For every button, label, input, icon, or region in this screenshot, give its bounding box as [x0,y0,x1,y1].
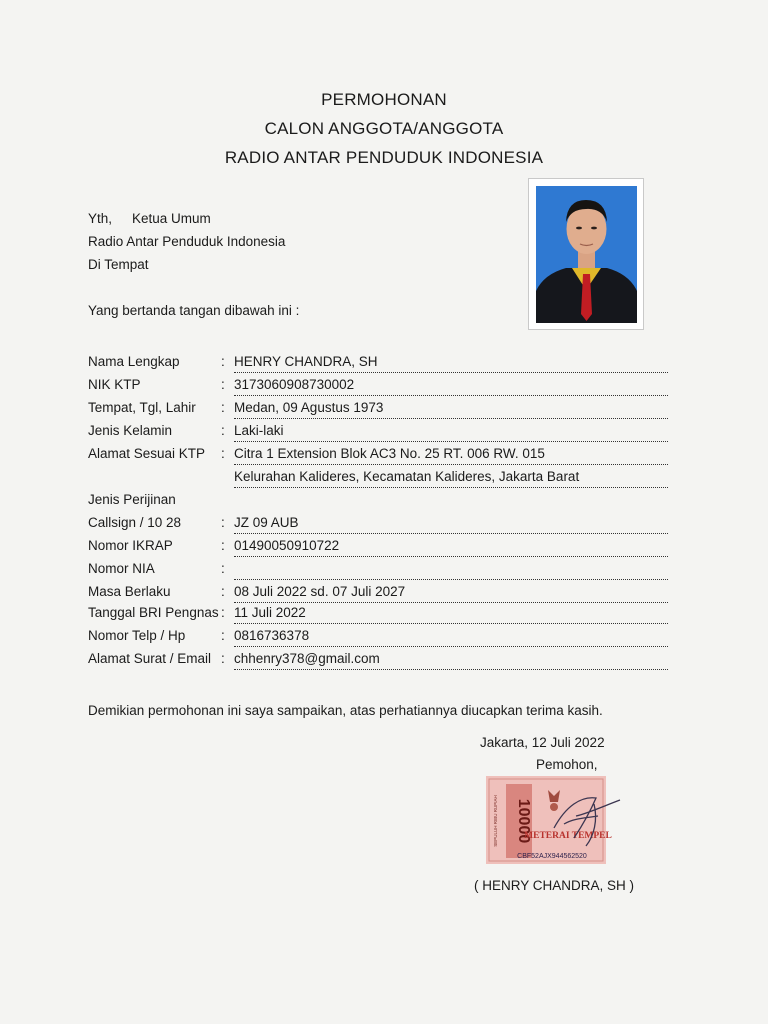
salutation: Yth, [88,211,113,226]
colon: : [221,377,225,392]
field-label: Tempat, Tgl, Lahir [88,400,196,415]
field-label: Alamat Sesuai KTP [88,446,206,461]
field-value: Citra 1 Extension Blok AC3 No. 25 RT. 006 RW. 015 [234,446,668,465]
field-value: JZ 09 AUB [234,515,668,534]
colon: : [221,400,225,415]
field-value: 11 Juli 2022 [234,605,668,624]
field-value: Medan, 09 Agustus 1973 [234,400,668,419]
recipient-place: Di Tempat [88,257,149,272]
field-value: 3173060908730002 [234,377,668,396]
field-label: Callsign / 10 28 [88,515,182,530]
field-label: Tanggal BRI Pengnas [88,605,219,620]
title-line-3: RADIO ANTAR PENDUDUK INDONESIA [224,148,544,167]
stamp-denomination: 10000 [515,798,532,844]
meterai-stamp [486,776,626,868]
recipient-org: Radio Antar Penduduk Indonesia [88,234,286,249]
field-label: Nomor NIA [88,561,155,576]
stamp-side-text: SEPULUH RIBU RUPIAH [493,795,498,847]
field-label: Nomor IKRAP [88,538,173,553]
field-value-continued: Kelurahan Kalideres, Kecamatan Kalideres, Jakarta Barat [234,469,668,488]
field-value: 01490050910722 [234,538,668,557]
colon: : [221,423,225,438]
field-label: Nama Lengkap [88,354,180,369]
field-value: 08 Juli 2022 sd. 07 Juli 2027 [234,584,668,603]
colon: : [221,561,225,576]
field-label: NIK KTP [88,377,141,392]
place-date: Jakarta, 12 Juli 2022 [480,735,605,750]
stamp-label: METERAI TEMPEL [524,831,612,841]
field-label: Nomor Telp / Hp [88,628,186,643]
recipient: Ketua Umum [132,211,211,226]
stamp-graphic [486,776,626,868]
field-value: 0816736378 [234,628,668,647]
signer-role: Pemohon, [536,757,598,772]
colon: : [221,354,225,369]
stamp-serial: CBF52AJX944562520 [517,853,587,860]
field-value: HENRY CHANDRA, SH [234,354,668,373]
field-value: Laki-laki [234,423,668,442]
colon: : [221,651,225,666]
title-line-2: CALON ANGGOTA/ANGGOTA [264,119,504,138]
field-value [234,561,668,580]
field-label: Alamat Surat / Email [88,651,212,666]
colon: : [221,515,225,530]
field-label: Jenis Perijinan [88,492,176,507]
colon: : [221,584,225,599]
applicant-photo [528,178,644,330]
closing-text: Demikian permohonan ini saya sampaikan, atas perhatiannya diucapkan terima kasih. [88,703,603,718]
colon: : [221,605,225,620]
field-value: chhenry378@gmail.com [234,651,668,670]
intro-text: Yang bertanda tangan dibawah ini : [88,303,300,318]
title-line-1: PERMOHONAN [321,90,447,109]
colon: : [221,538,225,553]
colon: : [221,446,225,461]
field-label: Masa Berlaku [88,584,171,599]
portrait-image [536,186,637,323]
signer-name: ( HENRY CHANDRA, SH ) [474,878,635,893]
colon: : [221,628,225,643]
field-label: Jenis Kelamin [88,423,173,438]
